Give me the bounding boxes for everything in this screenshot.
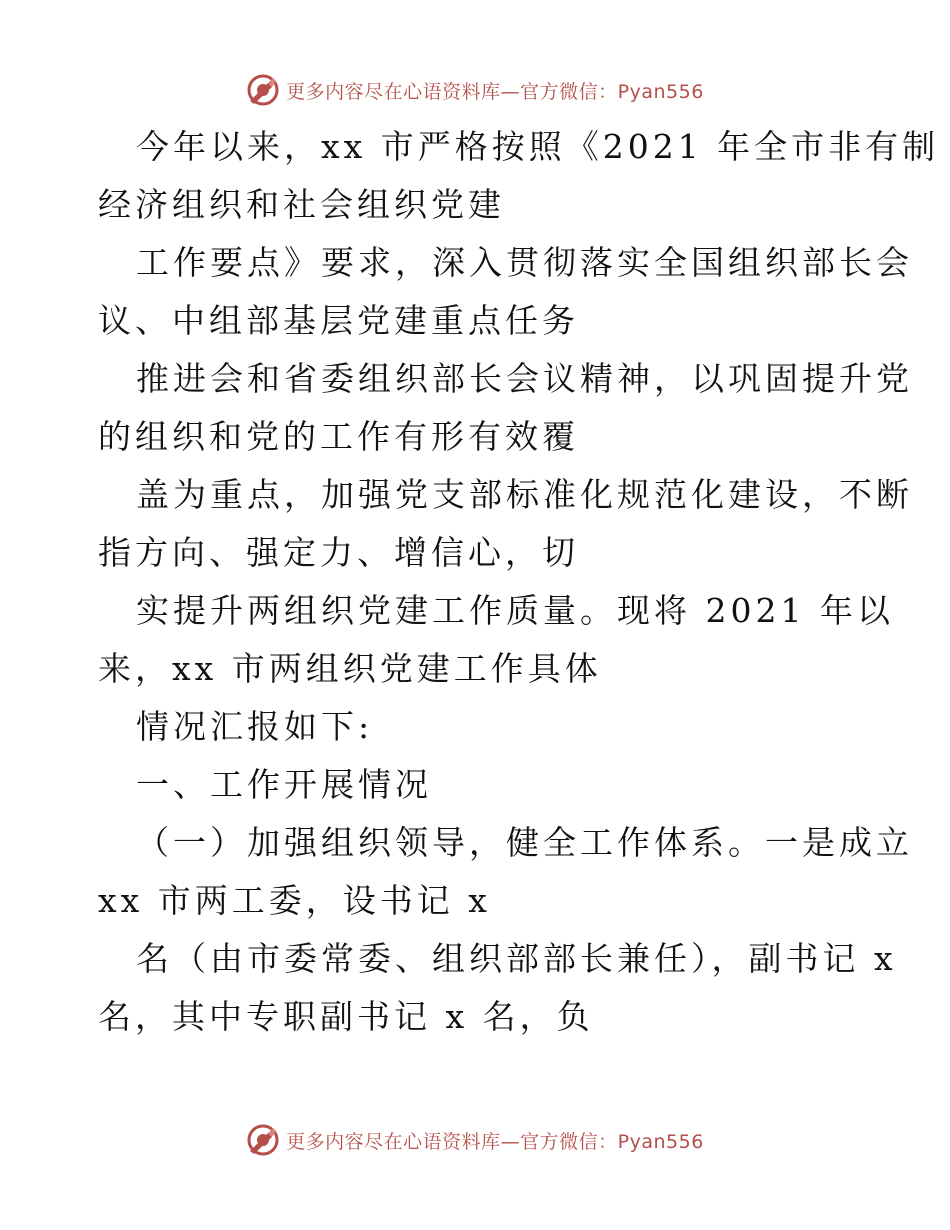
body-line-16: 名，其中专职副书记 x 名，负: [98, 997, 594, 1036]
body-line-7: 盖为重点，加强党支部标准化规范化建设，不断: [136, 475, 913, 514]
footer-banner-text: 更多内容尽在心语资料库—官方微信：Pyan556: [286, 1130, 704, 1153]
logo-icon: [246, 73, 280, 107]
section-heading: 一、工作开展情况: [136, 765, 432, 804]
body-line-10: 来，xx 市两组织党建工作具体: [98, 649, 602, 688]
body-line-4: 议、中组部基层党建重点任务: [98, 301, 579, 340]
body-line-6: 的组织和党的工作有形有效覆: [98, 417, 579, 456]
body-line-1: 今年以来，xx 市严格按照《2021 年全市非有制: [136, 127, 940, 166]
footer-banner: [0, 1120, 950, 1160]
body-line-14: xx 市两工委，设书记 x: [98, 881, 491, 920]
body-line-3: 工作要点》要求，深入贯彻落实全国组织部长会: [136, 243, 913, 282]
body-line-2: 经济组织和社会组织党建: [98, 185, 505, 224]
body-line-13: （一）加强组织领导，健全工作体系。一是成立: [136, 823, 913, 862]
body-line-11: 情况汇报如下:: [136, 707, 374, 746]
body-line-15: 名（由市委常委、组织部部长兼任），副书记 x: [136, 939, 897, 978]
body-line-8: 指方向、强定力、增信心，切: [98, 533, 579, 572]
body-line-9: 实提升两组织党建工作质量。现将 2021 年以: [136, 591, 894, 630]
body-line-5: 推进会和省委组织部长会议精神，以巩固提升党: [136, 359, 913, 398]
header-banner-text: 更多内容尽在心语资料库—官方微信：Pyan556: [286, 80, 704, 103]
logo-icon: [246, 1123, 280, 1157]
header-banner: [0, 70, 950, 110]
document-body: [98, 118, 940, 1046]
